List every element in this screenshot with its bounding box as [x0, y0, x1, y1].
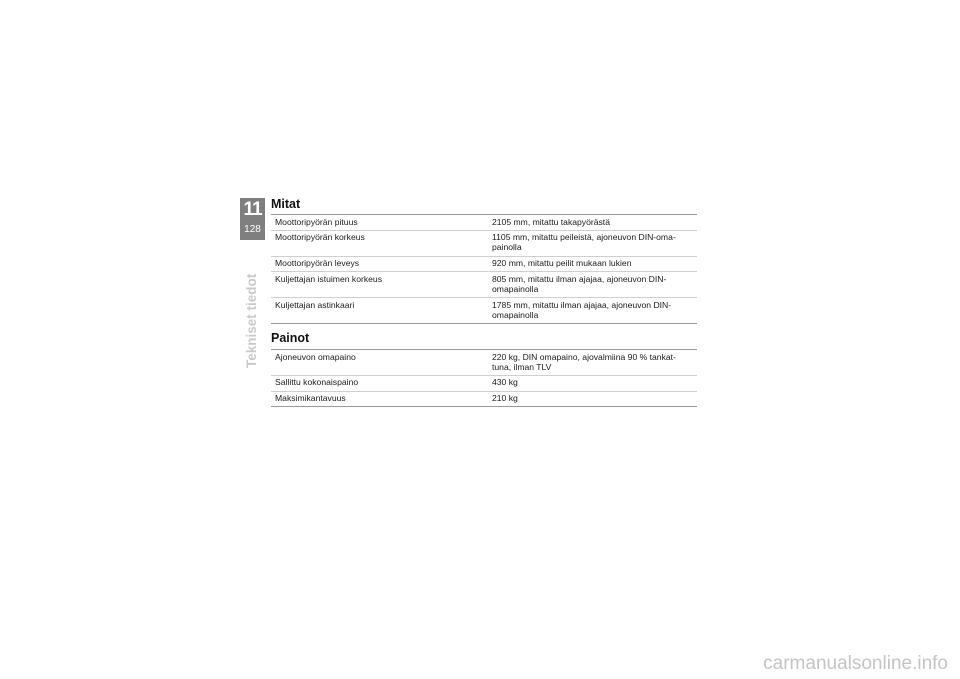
page-number: 128	[244, 224, 261, 235]
table-row	[271, 350, 697, 376]
weights-table	[271, 349, 697, 407]
row-label: Kuljettajan istuimen korkeus	[271, 272, 488, 298]
row-label: Sallittu kokonaispaino	[271, 375, 488, 391]
row-label: Moottoripyörän leveys	[271, 256, 488, 272]
table-row	[271, 215, 697, 231]
chapter-title: Tekniset tiedot	[244, 273, 259, 368]
row-value: 220 kg, DIN omapaino, ajovalmiina 90 % tankat- tuna, ilman TLV	[488, 350, 697, 376]
row-value: 430 kg	[488, 375, 697, 391]
chapter-tab	[240, 198, 265, 240]
section-heading-mitat: Mitat	[271, 197, 301, 211]
table-row	[271, 272, 697, 298]
row-value: 1105 mm, mitattu peileistä, ajoneuvon DIN-oma- painolla	[488, 230, 697, 256]
dimensions-table	[271, 214, 697, 324]
row-value: 210 kg	[488, 391, 697, 407]
row-value: 920 mm, mitattu peilit mukaan lukien	[488, 256, 697, 272]
chapter-number: 11	[243, 199, 262, 220]
row-label: Ajoneuvon omapaino	[271, 350, 488, 376]
row-label: Maksimikantavuus	[271, 391, 488, 407]
table-row	[271, 298, 697, 324]
table-row	[271, 256, 697, 272]
row-label: Kuljettajan astinkaari	[271, 298, 488, 324]
row-label: Moottoripyörän korkeus	[271, 230, 488, 256]
row-label: Moottoripyörän pituus	[271, 215, 488, 231]
section-heading-painot: Painot	[271, 331, 310, 345]
row-value: 805 mm, mitattu ilman ajajaa, ajoneuvon DIN- omapainolla	[488, 272, 697, 298]
table-row	[271, 391, 697, 407]
row-value: 2105 mm, mitattu takapyörästä	[488, 215, 697, 231]
table-row	[271, 375, 697, 391]
table-row	[271, 230, 697, 256]
watermark: carmanualsonline.info	[763, 653, 948, 674]
row-value: 1785 mm, mitattu ilman ajajaa, ajoneuvon DIN- omapainolla	[488, 298, 697, 324]
